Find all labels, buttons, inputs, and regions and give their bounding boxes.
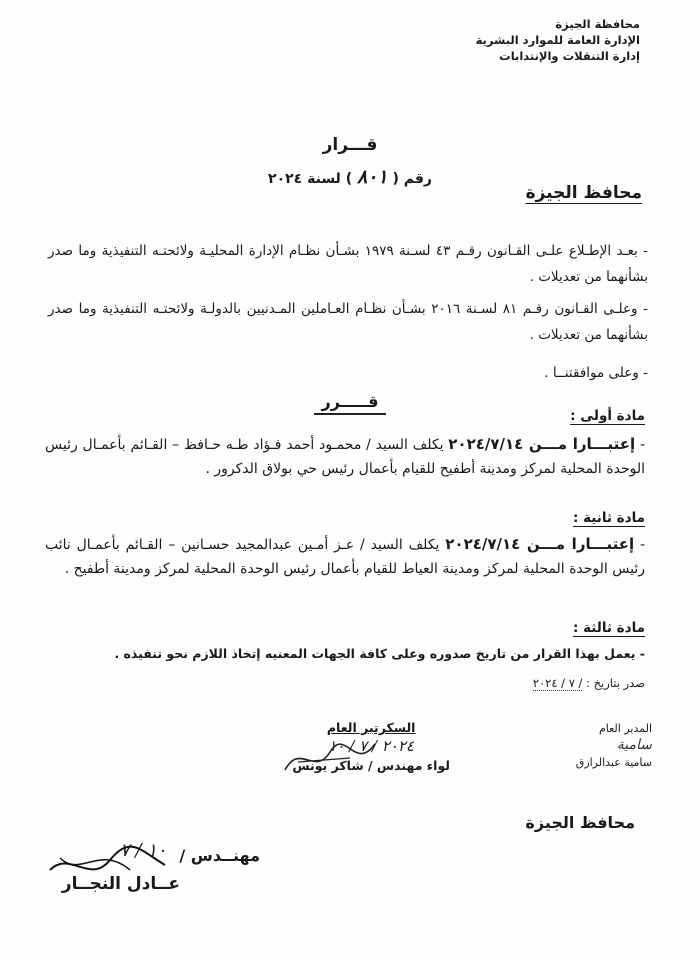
article-2-text: يكلف السيد / عـز أمـين عبدالمجيد حسـانين – القـائم بأعمـال نائب رئيس الوحدة المحلية لمركز ومدينة العياط للقيام بأعمال رئيس الوحدة المحلية لمركز ومدينة أطفيح . — [45, 537, 645, 577]
governor-title: محافظ الجيزة — [525, 813, 635, 832]
article-3-heading: مادة ثالثة : — [572, 620, 645, 636]
article-3-text: يعمل بهذا القرار من تاريخ صدوره وعلى كافة الجهات المعنيه إتخاذ اللازم نحو تنفيذه . — [114, 646, 636, 661]
governor-handwritten-date: ١٠ / ٧ — [120, 840, 167, 861]
article-1-effective-date: إعتبـــارا مـــن ٢٠٢٤/٧/١٤ — [448, 435, 636, 453]
secretary-title: السكرتير العام — [326, 720, 416, 735]
letterhead — [476, 16, 640, 64]
director-name: سامية عبدالرازق — [575, 756, 652, 769]
director-signature: سامية — [616, 737, 652, 753]
issuer-title: محافظ الجيزة — [525, 183, 642, 203]
article-2-body: - إعتبـــارا مـــن ٢٠٢٤/٧/١٤ يكلف السيد / عـز أمـين عبدالمجيد حسـانين – القـائم بأعمـال نائب رئيس الوحدة المحلية لمركز ومدينة العياط للقيام بأعمال رئيس الوحدة المحلية لمركز ومدينة أطفيح . — [45, 535, 646, 577]
decision-number-value: ٨٠١ — [356, 166, 388, 188]
decision-number-prefix: رقم ( — [392, 171, 432, 187]
letterhead-governorate: محافظة الجيزة — [555, 17, 640, 31]
article-2-heading: مادة ثانية : — [572, 510, 645, 526]
secretary-name: لواء مهندس / شاكر يونس — [292, 758, 450, 773]
preamble-law-81: - وعلـى القـانون رقـم ٨١ لسـنة ٢٠١٦ بشـأن نظـام العـاملين المـدنيين بالدولـة ولائحتـه التنفيذية وما صدر بشأنهما من تعديلات . — [48, 301, 648, 343]
issued-date: / ٧ / ٢٠٢٤ — [532, 676, 583, 690]
preamble-approval: - وعلى موافقتنــا . — [544, 365, 648, 381]
article-3-body: - يعمل بهذا القرار من تاريخ صدوره وعلى كافة الجهات المعنيه إتخاذ اللازم نحو تنفيذه . — [114, 646, 645, 661]
secretary-signature-scribble — [280, 732, 390, 782]
governor-name: عــادل النجــار — [61, 874, 180, 894]
decision-title: قـــرار — [322, 135, 378, 155]
letterhead-section: إدارة التنقلات والإنتدابات — [499, 49, 640, 63]
decision-number-suffix: ) لسنة ٢٠٢٤ — [268, 171, 353, 187]
secretary-handwritten-date: ٢٠٢٤ / ٧ / ١٠ — [328, 737, 414, 755]
issued-date-line — [533, 676, 645, 690]
article-1-text: يكلف السيد / محمـود أحمد فـؤاد طـه حـافظ – القـائم بأعمـال رئيس الوحدة المحلية لمركز ومدينة أطفيح للقيام بأعمال رئيس حي بولاق الدكرور . — [45, 437, 645, 477]
governor-engineer-prefix: مهنــدس / — [179, 846, 260, 865]
article-1-body: - إعتبـــارا مـــن ٢٠٢٤/٧/١٤ يكلف السيد / محمـود أحمد فـؤاد طـه حـافظ – القـائم بأعمـال رئيس الوحدة المحلية لمركز ومدينة أطفيح للقيام بأعمال رئيس حي بولاق الدكرور . — [45, 435, 645, 477]
letterhead-department: الإدارة العامة للموارد البشرية — [475, 33, 640, 47]
issued-label: صدر بتاريخ : — [586, 676, 645, 690]
article-1-heading: مادة أولى : — [570, 408, 645, 424]
director-title: المدير العام — [598, 722, 652, 735]
article-2-effective-date: إعتبـــارا مـــن ٢٠٢٤/٧/١٤ — [445, 535, 635, 553]
director-signature-block — [576, 720, 652, 771]
preamble-law-43: - بعـد الإطـلاع علـى القـانون رقـم ٤٣ لسـنة ١٩٧٩ بشـأن نظـام الإدارة المحليـة ولائحتـه التنفيذية وما صدر بشأنهما من تعديلات . — [48, 243, 648, 285]
decides-heading-text: قـــــرر — [314, 392, 387, 415]
